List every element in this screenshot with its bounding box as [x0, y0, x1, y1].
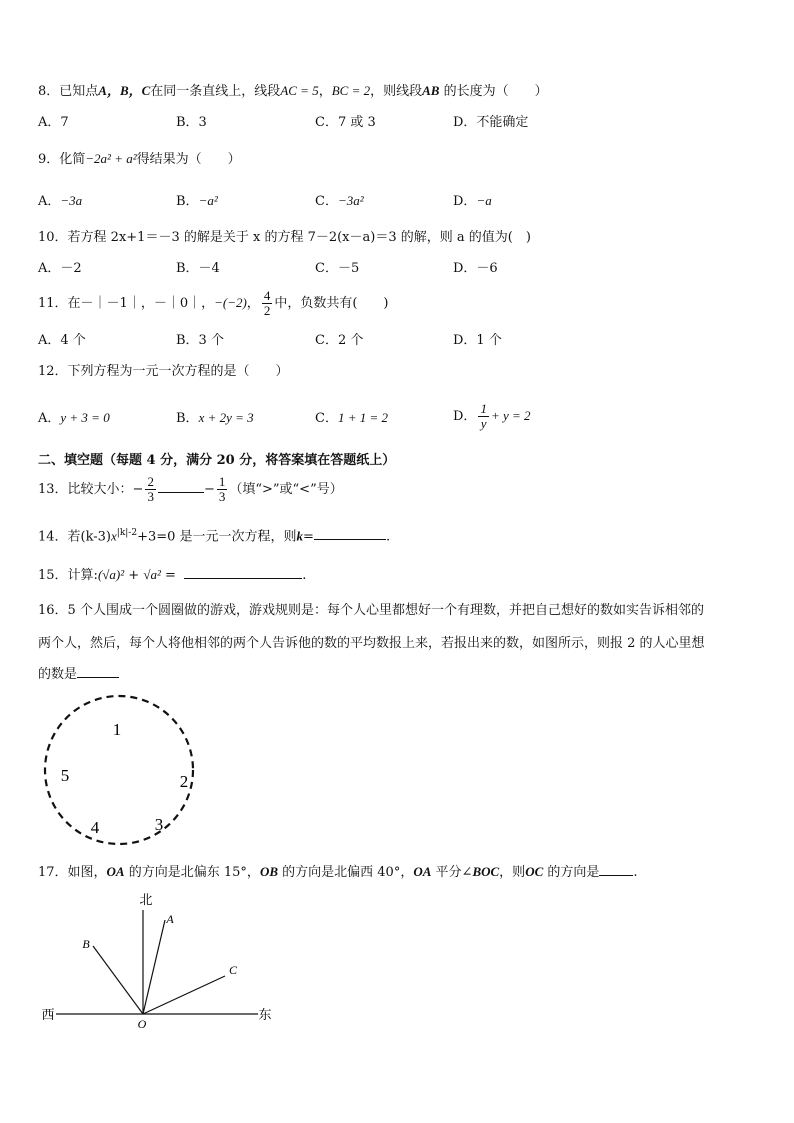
- q11-fraction: $\frac{4}{2}$: [263, 288, 271, 318]
- point-a-label: A: [166, 912, 174, 926]
- q14-answer-blank[interactable]: [314, 539, 386, 540]
- question-8-stem: 8．已知点A，B，C在同一条直线上，线段AC = 5，BC = 2，则线段AB 的长度为（ ）: [38, 83, 548, 99]
- q9-option-b: B．−a²: [176, 193, 218, 209]
- q15-answer-blank[interactable]: [184, 578, 302, 579]
- q9-option-c: C．−3a²: [315, 193, 364, 209]
- east-label: 东: [258, 1007, 272, 1022]
- point-b-label: B: [82, 937, 90, 951]
- q14-exponent: |k|-2: [116, 528, 138, 538]
- q12-option-c: C．1 + 1 = 2: [315, 410, 388, 426]
- q8-option-c: C．7 或 3: [315, 115, 376, 130]
- q12-option-b: B．x + 2y = 3: [176, 410, 254, 426]
- circle-label-1: 1: [112, 720, 122, 739]
- question-14-stem: 14．若$(k-3)x^{|k|-2}+3=0$ 是一元一次方程，则k= .: [38, 528, 391, 545]
- question-17-stem: 17．如图，OA 的方向是北偏东 15°，OB 的方向是北偏西 40°，OA 平分∠BOC，则OC 的方向是 .: [38, 864, 638, 880]
- q8-ac: AC = 5: [280, 83, 319, 98]
- q8-bc: BC = 2: [331, 83, 371, 98]
- ray-ob: [93, 946, 143, 1014]
- circle-label-3: 3: [154, 815, 164, 834]
- q9-option-d: D．−a: [453, 193, 492, 209]
- question-13-stem: 13．比较大小：− $\frac{2}{3}$ − $\frac{1}{3}$ （填“>”或“<”号）: [38, 474, 343, 504]
- question-9-stem: [38, 150, 241, 169]
- circle-label-2: 2: [179, 772, 189, 791]
- question-15-stem: 15．计算:(√a)² + √a² = .: [38, 567, 307, 583]
- q11-neg2: −(−2): [214, 295, 247, 310]
- section-2-heading: 二、填空题（每题 4 分，满分 20 分，将答案填在答题纸上）: [38, 453, 396, 468]
- q15-expr2: √a²: [143, 567, 161, 582]
- q16-answer-blank[interactable]: [77, 677, 119, 678]
- q8-option-a: A．7: [38, 115, 69, 130]
- q10-option-c: C．－5: [315, 261, 360, 276]
- q17-answer-blank[interactable]: [599, 875, 633, 876]
- question-16-line-2: 两个人，然后，每个人将他相邻的两个人告诉他的数的平均数报上来，若报出来的数，如图所示，则报 2 的人心里想: [38, 636, 705, 651]
- q8-option-b: B．3: [176, 115, 207, 130]
- q8-option-d: D．不能确定: [453, 115, 529, 130]
- q11-option-a: A．4 个: [38, 333, 86, 348]
- q11-text-post: 中，负数共有( ): [274, 296, 389, 311]
- q16-circle-figure: [36, 690, 202, 850]
- q9-expr: −2a² + a²: [85, 151, 137, 166]
- q11-option-d: D．1 个: [453, 333, 502, 348]
- ray-oa: [143, 920, 165, 1014]
- question-10-stem: 10．若方程 2x+1＝－3 的解是关于 x 的方程 7－2(x－a)＝3 的解，则 a 的值为( ): [38, 230, 531, 245]
- q10-option-b: B．－4: [176, 261, 220, 276]
- q8-text-mid: 在同一条直线上，线段: [150, 84, 281, 99]
- q11-option-b: B．3 个: [176, 333, 224, 348]
- question-12-stem: 12．下列方程为一元一次方程的是（ ）: [38, 364, 289, 379]
- q13-answer-blank[interactable]: [158, 492, 204, 493]
- north-label: 北: [139, 892, 153, 907]
- q11-option-c: C．2 个: [315, 333, 364, 348]
- q15-expr1: (√a)²: [97, 567, 125, 582]
- west-label: 西: [41, 1007, 55, 1022]
- circle-label-4: 4: [90, 818, 100, 837]
- point-c-label: C: [228, 963, 238, 977]
- q8-points: A，B，C: [98, 83, 151, 98]
- q9-option-a: A．−3a: [38, 193, 83, 209]
- question-16-line-3: 的数是: [38, 666, 119, 684]
- q11-text: 11．在－｜－1｜，－｜0｜，: [38, 296, 215, 311]
- q12-d-fraction: $\frac{1}{y}$: [480, 401, 487, 431]
- circle-label-5: 5: [60, 766, 70, 785]
- q13-text-post: （填“>”或“<”号）: [229, 482, 343, 497]
- q9-text: 9．化简: [38, 152, 86, 167]
- q8-text: 8．已知点: [38, 84, 99, 99]
- q13-text: 13．比较大小：−: [38, 482, 144, 497]
- q12-option-d: D． $\frac{1}{y}$ + y = 2: [453, 401, 531, 431]
- question-16-line-1: 16．5 个人围成一个圆圈做的游戏，游戏规则是：每个人心里都想好一个有理数，并把自己想好的数如实告诉相邻的: [38, 603, 704, 618]
- q10-option-d: D．－6: [453, 261, 498, 276]
- q17-direction-figure: [36, 888, 286, 1038]
- point-o-label: O: [137, 1017, 147, 1031]
- ray-oc: [143, 976, 225, 1014]
- q15-text: 15．计算:: [38, 568, 98, 583]
- q8-text-mid2: ，则线段: [370, 84, 423, 99]
- q13-fraction-1: $\frac{2}{3}$: [147, 474, 154, 504]
- q14-text: 14．若(k-3): [38, 529, 111, 545]
- q9-text-post: 得结果为（ ）: [136, 152, 241, 167]
- q12-option-a: A．y + 3 = 0: [38, 410, 110, 426]
- q10-option-a: A．－2: [38, 261, 82, 276]
- q13-fraction-2: $\frac{1}{3}$: [218, 474, 226, 504]
- question-11-stem: 11．在－｜－1｜，－｜0｜，−(−2)， $\frac{4}{2}$ 中，负数共有( ): [38, 288, 389, 318]
- q8-text-post: 的长度为（ ）: [443, 84, 548, 99]
- q14-text-mid: +3=0 是一元一次方程，则: [137, 529, 297, 545]
- q8-ab: AB: [422, 83, 440, 98]
